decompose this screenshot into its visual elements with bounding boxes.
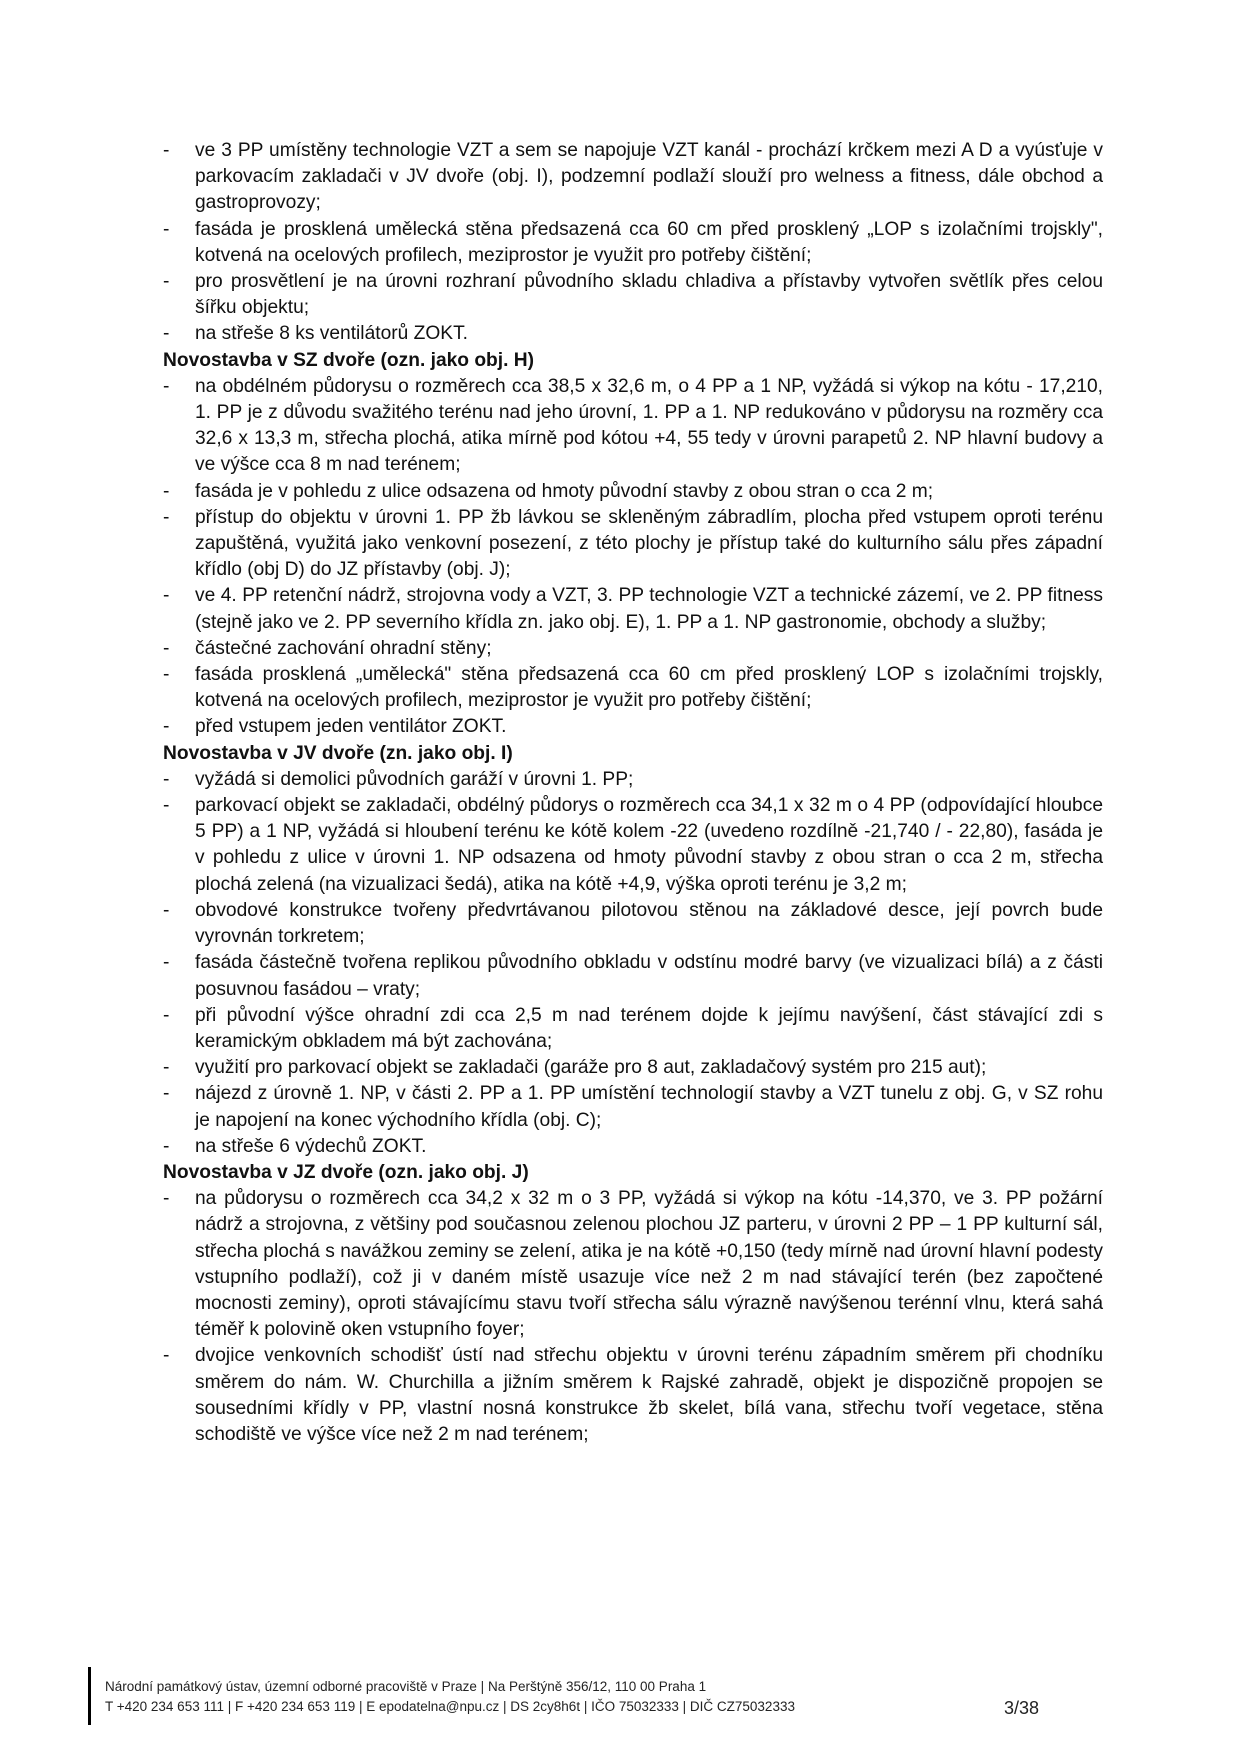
bullet-dash: - bbox=[163, 1188, 170, 1210]
list-item-text: pro prosvětlení je na úrovni rozhraní původního skladu chladiva a přístavby vytvořen světlík přes celou šířku objektu; bbox=[195, 271, 1103, 319]
list-item bbox=[163, 793, 1103, 898]
list-item bbox=[163, 583, 1103, 635]
bullet-dash: - bbox=[163, 768, 170, 790]
bullet-dash: - bbox=[163, 899, 170, 921]
bullet-dash: - bbox=[163, 1345, 170, 1367]
list-item-text: nájezd z úrovně 1. NP, v části 2. PP a 1. PP umístění technologií stavby a VZT tunelu z obj. G, v SZ rohu je napojení na konec východního křídla (obj. C); bbox=[195, 1083, 1103, 1131]
bullet-dash: - bbox=[163, 140, 170, 161]
footer-address: Národní památkový ústav, územní odborné pracoviště v Praze | Na Perštýně 356/12, 110 00 Praha 1 bbox=[105, 1679, 707, 1694]
list-item-text: parkovací objekt se zakladači, obdélný půdorys o rozměrech cca 34,1 x 32 m o 4 PP (odpovídající hloubce 5 PP) a 1 NP, vyžádá si hloubení terénu ke kótě kolem -22 (uvedeno rozdílně -21,740 / - 22,80), fasáda je v pohledu z ulice v úrovni 1. NP odsazena od hmoty původní stavby z obou stran o cca 2 m, střecha plochá zelená (na vizualizaci šedá), atika na kótě +4,9, výška oproti terénu je 3,2 m; bbox=[195, 795, 1103, 895]
list-item bbox=[163, 898, 1103, 950]
list-item-text: fasáda částečně tvořena replikou původního obkladu v odstínu modré barvy (ve vizualizaci bílá) a z části posuvnou fasádou – vraty; bbox=[195, 952, 1103, 1000]
list-item-text: fasáda je v pohledu z ulice odsazena od hmoty původní stavby z obou stran o cca 2 m; bbox=[195, 480, 934, 502]
list-item-text: dvojice venkovních schodišť ústí nad střechu objektu v úrovni terénu západním směrem při chodníku směrem do nám. W. Churchilla a jižním směrem k Rajské zahradě, objekt je dispozičně propojen se sousedními křídly v PP, vlastní nosná konstrukce žb skelet, bílá vana, střechu tvoří vegetace, stěna schodiště ve výšce více než 2 m nad terénem; bbox=[195, 1345, 1103, 1445]
list-item-text: ve 3 PP umístěny technologie VZT a sem se napojuje VZT kanál - prochází krčkem mezi A D a vyúsťuje v parkovacím zakladači v JV dvoře (obj. I), podzemní podlaží slouží pro welness a fitness, dále obchod a gastroprovozy; bbox=[195, 140, 1103, 214]
list-item-text: přístup do objektu v úrovni 1. PP žb lávkou se skleněným zábradlím, plocha před vstupem oproti terénu zapuštěná, využitá jako venkovní posezení, z této plochy je přístup také do kulturního sálu přes západní křídlo (obj D) do JZ přístavby (obj. J); bbox=[195, 506, 1103, 581]
list-item-text: vyžádá si demolici původních garáží v úrovni 1. PP; bbox=[195, 768, 634, 790]
list-item-text: před vstupem jeden ventilátor ZOKT. bbox=[195, 716, 507, 738]
bullet-dash: - bbox=[163, 664, 170, 686]
bullet-dash: - bbox=[163, 952, 170, 974]
list-item bbox=[163, 138, 1103, 217]
bullet-dash: - bbox=[163, 716, 170, 738]
page-number: 3/38 bbox=[1004, 1698, 1040, 1718]
bullet-dash: - bbox=[163, 375, 170, 397]
list-item bbox=[163, 662, 1103, 714]
list-item bbox=[163, 950, 1103, 1002]
bullet-dash: - bbox=[163, 1057, 170, 1079]
bullet-dash: - bbox=[163, 637, 170, 659]
footer-divider bbox=[88, 1667, 91, 1725]
footer-contacts: T +420 234 653 111 | F +420 234 653 119 | E epodatelna@npu.cz | DS 2cy8h6t | IČO 75032333 | DIČ CZ75032333 bbox=[105, 1699, 795, 1714]
list-item bbox=[163, 479, 1103, 505]
list-item bbox=[163, 1343, 1103, 1448]
list-item-text: ve 4. PP retenční nádrž, strojovna vody a VZT, 3. PP technologie VZT a technické zázemí, ve 2. PP fitness (stejně jako ve 2. PP severního křídla zn. jako obj. E), 1. PP a 1. NP gastronomie, obchody a služby; bbox=[195, 585, 1103, 633]
list-item-text: na střeše 6 výdechů ZOKT. bbox=[195, 1135, 427, 1157]
list-item-text: při původní výšce ohradní zdi cca 2,5 m nad terénem dojde k jejímu navýšení, část stávající zdi s keramickým obkladem má být zachována; bbox=[195, 1004, 1103, 1052]
bullet-dash: - bbox=[163, 218, 170, 240]
list-item bbox=[163, 374, 1103, 479]
list-item-text: na půdorysu o rozměrech cca 34,2 x 32 m o 3 PP, vyžádá si výkop na kótu -14,370, ve 3. PP požární nádrž a strojovna, z většiny pod současnou zelenou plochou JZ parteru, v úrovni 2 PP – 1 PP kulturní sál, střecha plochá s navážkou zeminy se zelení, atika je na kótě +0,150 (tedy mírně nad úrovní hlavní podesty vstupního podlaží), což ji v daném místě usazuje více než 2 m nad stávající terén (bez započtené mocnosti zeminy), oproti stávajícímu stavu tvoří střecha sálu výrazně navýšenou terénní vlnu, která sahá téměř k polovině oken vstupního foyer; bbox=[195, 1188, 1103, 1341]
list-item bbox=[163, 217, 1103, 269]
list-item bbox=[163, 714, 1103, 740]
list-item bbox=[163, 767, 1103, 793]
bullet-dash: - bbox=[163, 1135, 170, 1157]
list-item-text: fasáda je prosklená umělecká stěna předsazená cca 60 cm před prosklený „LOP s izolačními trojskly", kotvená na ocelových profilech, meziprostor je využit pro potřeby čištění; bbox=[195, 218, 1103, 266]
bullet-dash: - bbox=[163, 1004, 170, 1026]
list-item-text: fasáda prosklená „umělecká" stěna předsazená cca 60 cm před prosklený LOP s izolačními trojskly, kotvená na ocelových profilech, meziprostor je využit pro potřeby čištění; bbox=[195, 664, 1103, 712]
list-item bbox=[163, 636, 1103, 662]
list-item-text: na obdélném půdorysu o rozměrech cca 38,5 x 32,6 m, o 4 PP a 1 NP, vyžádá si výkop na kótu - 17,210, 1. PP je z důvodu svažitého terénu nad jeho úrovní, 1. PP a 1. NP redukováno v půdorysu na rozměry cca 32,6 x 13,3 m, střecha plochá, atika mírně pod kótou +4, 55 tedy v úrovni parapetů 2. NP hlavní budovy a ve výšce cca 8 m nad terénem; bbox=[195, 375, 1103, 476]
list-item-text: částečné zachování ohradní stěny; bbox=[195, 637, 492, 659]
list-item bbox=[163, 1081, 1103, 1133]
bullet-dash: - bbox=[163, 795, 170, 817]
section-heading: Novostavba v JZ dvoře (ozn. jako obj. J) bbox=[163, 1161, 529, 1183]
bullet-dash: - bbox=[163, 480, 170, 502]
list-item bbox=[163, 505, 1103, 584]
list-item bbox=[163, 1186, 1103, 1343]
list-item-text: obvodové konstrukce tvořeny předvrtávanou pilotovou stěnou na základové desce, její povrch bude vyrovnán torkretem; bbox=[195, 899, 1103, 948]
list-item bbox=[163, 1134, 1103, 1160]
list-item-text: na střeše 8 ks ventilátorů ZOKT. bbox=[195, 323, 468, 345]
list-item bbox=[163, 269, 1103, 321]
bullet-dash: - bbox=[163, 506, 170, 528]
document-body bbox=[163, 138, 1103, 1448]
list-item bbox=[163, 321, 1103, 347]
bullet-dash: - bbox=[163, 271, 170, 293]
bullet-dash: - bbox=[163, 323, 170, 345]
section-heading: Novostavba v SZ dvoře (ozn. jako obj. H) bbox=[163, 349, 535, 371]
list-item-text: využití pro parkovací objekt se zakladači (garáže pro 8 aut, zakladačový systém pro 215 aut); bbox=[195, 1057, 987, 1079]
bullet-dash: - bbox=[163, 585, 170, 607]
list-item bbox=[163, 1055, 1103, 1081]
list-item bbox=[163, 1003, 1103, 1055]
section-heading: Novostavba v JV dvoře (zn. jako obj. I) bbox=[163, 742, 513, 764]
bullet-dash: - bbox=[163, 1083, 170, 1105]
